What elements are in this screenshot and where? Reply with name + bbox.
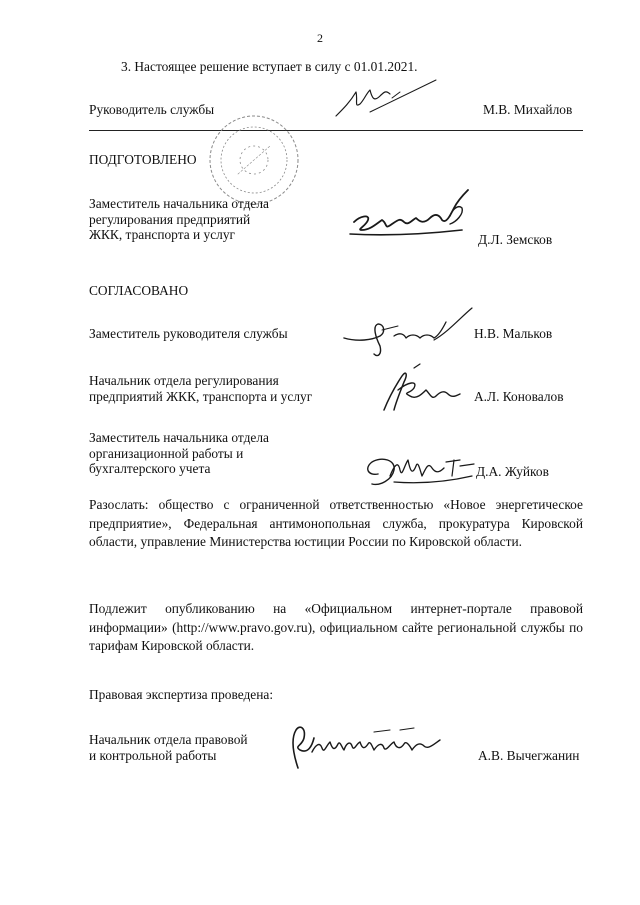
agreed-signer-3-position [89,430,319,477]
publication-note: Подлежит опубликованию на «Официальном интернет-портале правовой информации» (http://www.pravo.gov.ru), официальном сайте региональной службы по тарифам Кировской области. [89,601,583,653]
prepared-name: Д.Л. Земсков [478,232,553,247]
agreed-signer-1-position: Заместитель руководителя службы [89,326,288,341]
agreed-signer-2-position-line: Начальник отдела регулирования [89,373,279,388]
agreed-signer-3-signature [360,446,478,492]
prepared-position-line: регулирования предприятий [89,211,251,227]
head-name: М.В. Михайлов [483,102,573,117]
agreed-signer-2-position [89,373,349,404]
effective-date-clause: 3. Настоящее решение вступает в силу с 01.01.2021. [121,59,418,74]
prepared-signature [346,186,476,246]
head-position: Руководитель службы [89,102,215,117]
legal-review-signature [282,720,448,774]
agreed-signer-3-position-line: Заместитель начальника отдела [89,430,269,445]
prepared-heading: ПОДГОТОВЛЕНО [89,152,197,167]
agreed-signer-3-position-line: организационной работы и [89,445,244,461]
prepared-position-line: Заместитель начальника отдела [89,196,269,211]
legal-review-statement: Правовая экспертиза проведена: [89,687,274,702]
agreed-heading: СОГЛАСОВАНО [89,283,189,298]
official-seal [208,114,300,206]
agreed-signer-2-name: А.Л. Коновалов [474,389,564,404]
legal-review-position-line: и контрольной работы [89,747,217,763]
agreed-signer-2-signature [374,360,464,420]
agreed-signer-3-name: Д.А. Жуйков [476,464,549,479]
agreed-signer-2-position-line: предприятий ЖКК, транспорта и услуг [89,388,313,404]
page-number: 2 [317,31,323,45]
prepared-position [89,196,319,243]
legal-review-name: А.В. Вычегжанин [478,748,580,763]
distribution-list: Разослать: общество с ограниченной ответственностью «Новое энергетическое предприятие», Федеральная антимонопольная служба, прокуратура Кировской области, управление Министерства юстиции России по Кировской области. [89,497,583,549]
agreed-signer-3-position-line: бухгалтерского учета [89,461,211,476]
agreed-signer-1-name: Н.В. Мальков [474,326,553,341]
prepared-position-line: ЖКК, транспорта и услуг [89,227,236,242]
head-signature [330,78,440,123]
agreed-signer-1-signature [338,302,478,362]
separator-line [89,130,583,131]
legal-review-position-line: Начальник отдела правовой [89,732,248,747]
legal-review-position [89,732,309,763]
